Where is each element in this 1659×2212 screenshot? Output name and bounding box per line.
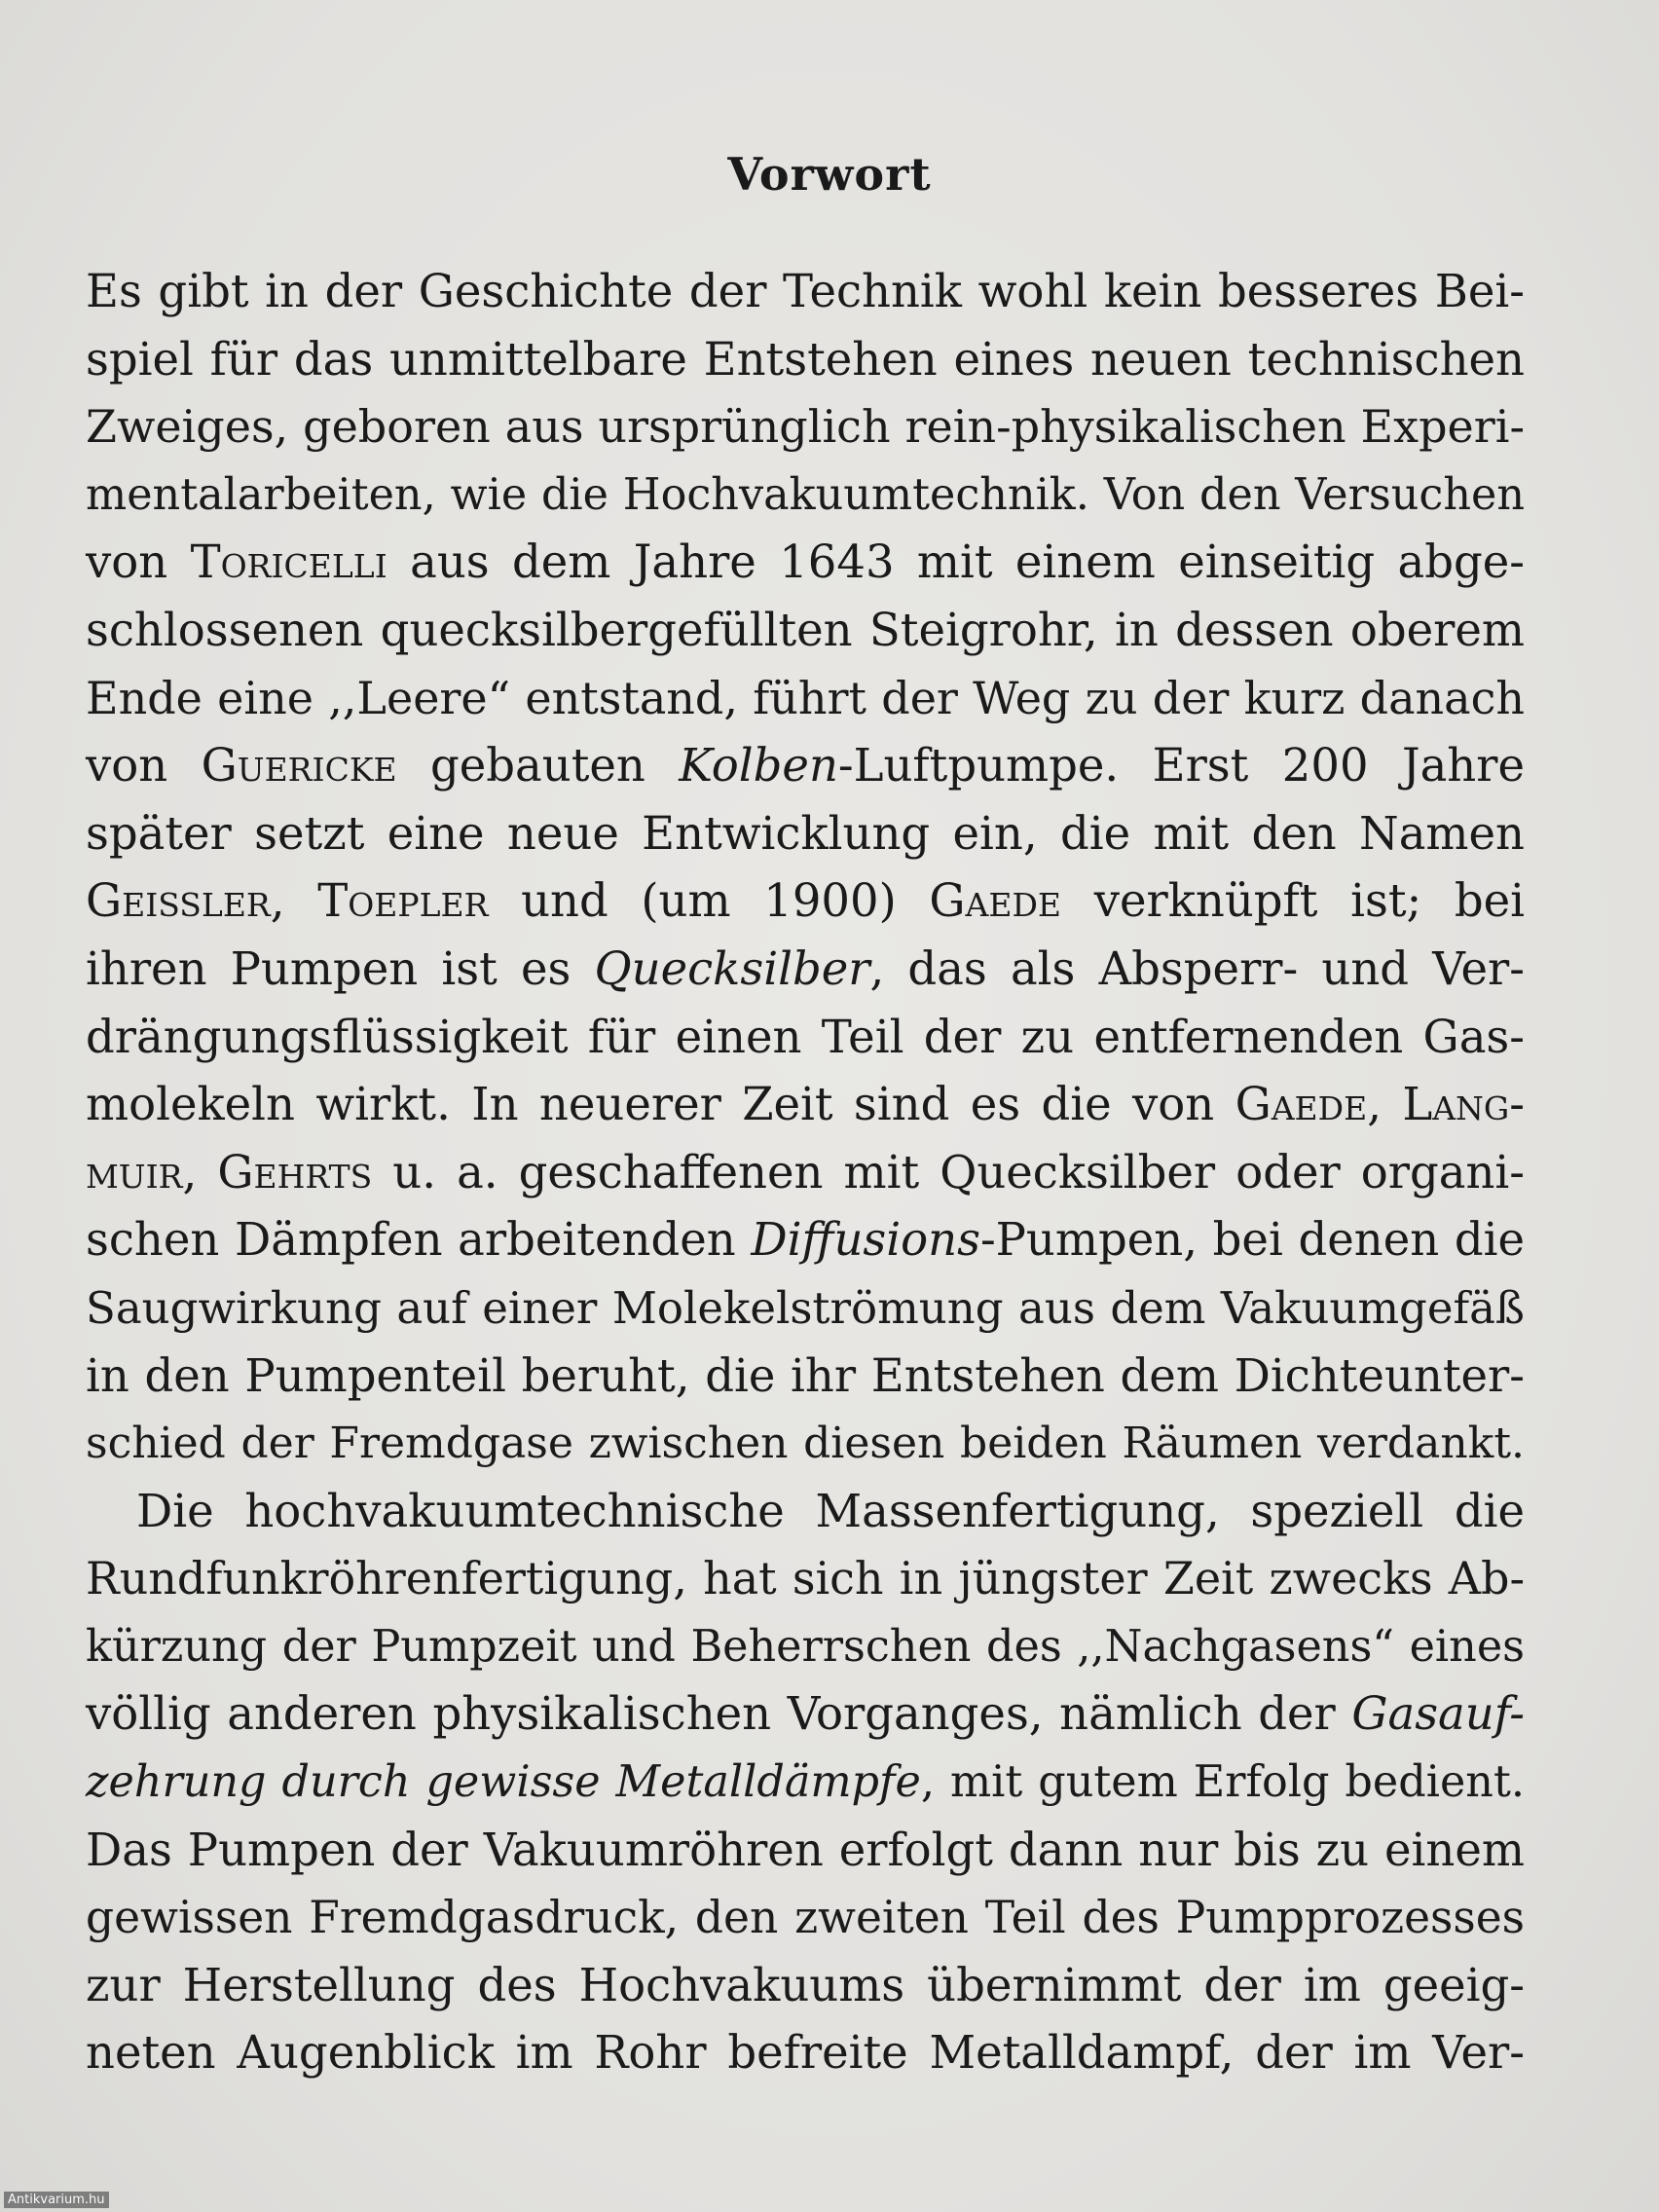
- text-line: [86, 1343, 1525, 1411]
- text-line: [86, 1952, 1525, 2020]
- text-segment: gewissen Fremdgasdruck, den zweiten Teil des Pumpprozesses: [86, 1892, 1525, 1944]
- text-line: [86, 1613, 1525, 1681]
- text-segment: Die hochvakuumtechnische Massenfertigung, speziell die: [136, 1484, 1525, 1537]
- text-line: [86, 936, 1525, 1004]
- text-segment: und (um 1900): [488, 874, 930, 928]
- text-segment: Rundfunkröhrenfertigung, hat sich in jüngster Zeit zwecks Ab-: [86, 1552, 1525, 1605]
- text-segment: ,: [1367, 1078, 1403, 1131]
- text-line: [86, 529, 1525, 597]
- text-segment: , das als Absperr- und Ver-: [869, 941, 1525, 995]
- text-segment: neten Augenblick im Rohr befreite Metalldampf, der im Ver-: [86, 2026, 1525, 2080]
- text-line: [86, 1545, 1525, 1613]
- text-line: [86, 1139, 1525, 1207]
- text-segment: von: [86, 739, 202, 793]
- text-segment: schen Dämpfen arbeitenden: [86, 1213, 752, 1267]
- text-segment: Saugwirkung auf einer Molekelströmung aus dem Vakuumgefäß: [86, 1281, 1525, 1334]
- text-segment: Zweiges, geboren aus ursprünglich rein-physikalischen Experi-: [86, 400, 1525, 454]
- text-line: [86, 461, 1525, 530]
- text-line: [86, 393, 1525, 461]
- text-line: [86, 2019, 1525, 2087]
- text-segment: völlig anderen physikalischen Vorganges, nämlich der: [86, 1687, 1352, 1741]
- text-segment: u. a. geschaffenen mit Quecksilber oder organi-: [372, 1145, 1525, 1198]
- text-segment: verknüpft ist; bei: [1061, 874, 1526, 928]
- text-line: [86, 1884, 1525, 1952]
- name-small-caps: Gaede: [929, 874, 1062, 928]
- text-line: [86, 1004, 1525, 1072]
- text-segment: kürzung der Pumpzeit und Beherrschen des ,,Nachgasens“ eines: [86, 1621, 1525, 1672]
- text-segment: ,: [182, 1145, 218, 1198]
- text-segment: zur Herstellung des Hochvakuums übernimmt der im geeig-: [86, 1958, 1525, 2011]
- italic-term: Diffusions: [751, 1213, 980, 1267]
- text-segment: von: [86, 535, 191, 589]
- name-small-caps: Lang-: [1402, 1078, 1525, 1131]
- name-small-caps: muir: [86, 1145, 183, 1198]
- text-line: [86, 665, 1525, 733]
- text-line: [86, 1478, 1525, 1546]
- italic-term: Kolben: [679, 739, 838, 793]
- text-segment: spiel für das unmittelbare Entstehen eines neuen technischen: [86, 332, 1525, 386]
- text-segment: ihren Pumpen ist es: [86, 941, 595, 995]
- text-line: [86, 1817, 1525, 1885]
- text-segment: mentalarbeiten, wie die Hochvakuumtechnik. Von den Versuchen: [86, 469, 1525, 520]
- watermark: Antikvarium.hu: [4, 2192, 109, 2208]
- name-small-caps: Guericke: [201, 739, 397, 793]
- italic-term: zehrung durch gewisse Metalldämpfe: [86, 1757, 921, 1808]
- text-line: [86, 326, 1525, 394]
- text-line: [86, 732, 1525, 800]
- text-line: [86, 1071, 1525, 1139]
- text-line: [86, 597, 1525, 665]
- name-small-caps: Toepler: [317, 874, 489, 928]
- text-segment: drängungsflüssigkeit für einen Teil der zu entfernenden Gas-: [86, 1010, 1525, 1063]
- text-segment: aus dem Jahre 1643 mit einem einseitig abge-: [387, 535, 1526, 589]
- text-segment: gebauten: [396, 739, 680, 793]
- text-segment: -Pumpen, bei denen die: [979, 1213, 1525, 1267]
- body-text: [86, 258, 1525, 2087]
- text-segment: -Luftpumpe. Erst 200 Jahre: [837, 739, 1526, 793]
- text-segment: in den Pumpenteil beruht, die ihr Entstehen dem Dichteunter-: [86, 1348, 1525, 1402]
- name-small-caps: Gaede: [1235, 1078, 1368, 1131]
- text-line: [86, 1206, 1525, 1274]
- text-line: [86, 867, 1525, 936]
- text-segment: molekeln wirkt. In neuerer Zeit sind es die von: [86, 1078, 1235, 1131]
- text-segment: Das Pumpen der Vakuumröhren erfolgt dann nur bis zu einem: [86, 1823, 1525, 1876]
- italic-term: Gasauf-: [1351, 1687, 1525, 1741]
- text-line: [86, 1680, 1525, 1749]
- page-title: Vorwort: [727, 148, 932, 201]
- text-segment: Es gibt in der Geschichte der Technik wohl kein besseres Bei-: [86, 265, 1525, 317]
- text-line: [86, 1274, 1525, 1343]
- text-line: [86, 800, 1525, 868]
- text-segment: später setzt eine neue Entwicklung ein, die mit den Namen: [86, 806, 1525, 860]
- text-line: [86, 1749, 1525, 1817]
- name-small-caps: Gehrts: [217, 1145, 373, 1198]
- text-segment: ,: [270, 874, 318, 928]
- italic-term: Quecksilber: [594, 941, 870, 995]
- text-segment: schlossenen quecksilbergefüllten Steigrohr, in dessen oberem: [86, 603, 1525, 656]
- text-line: [86, 258, 1525, 326]
- text-segment: schied der Fremdgase zwischen diesen beiden Räumen verdankt.: [86, 1419, 1525, 1469]
- text-segment: Ende eine ,,Leere“ entstand, führt der Weg zu der kurz danach: [86, 671, 1525, 724]
- text-line: [86, 1410, 1525, 1478]
- name-small-caps: Toricelli: [190, 535, 387, 589]
- text-segment: , mit gutem Erfolg bedient.: [920, 1757, 1525, 1808]
- name-small-caps: Geissler: [86, 874, 271, 928]
